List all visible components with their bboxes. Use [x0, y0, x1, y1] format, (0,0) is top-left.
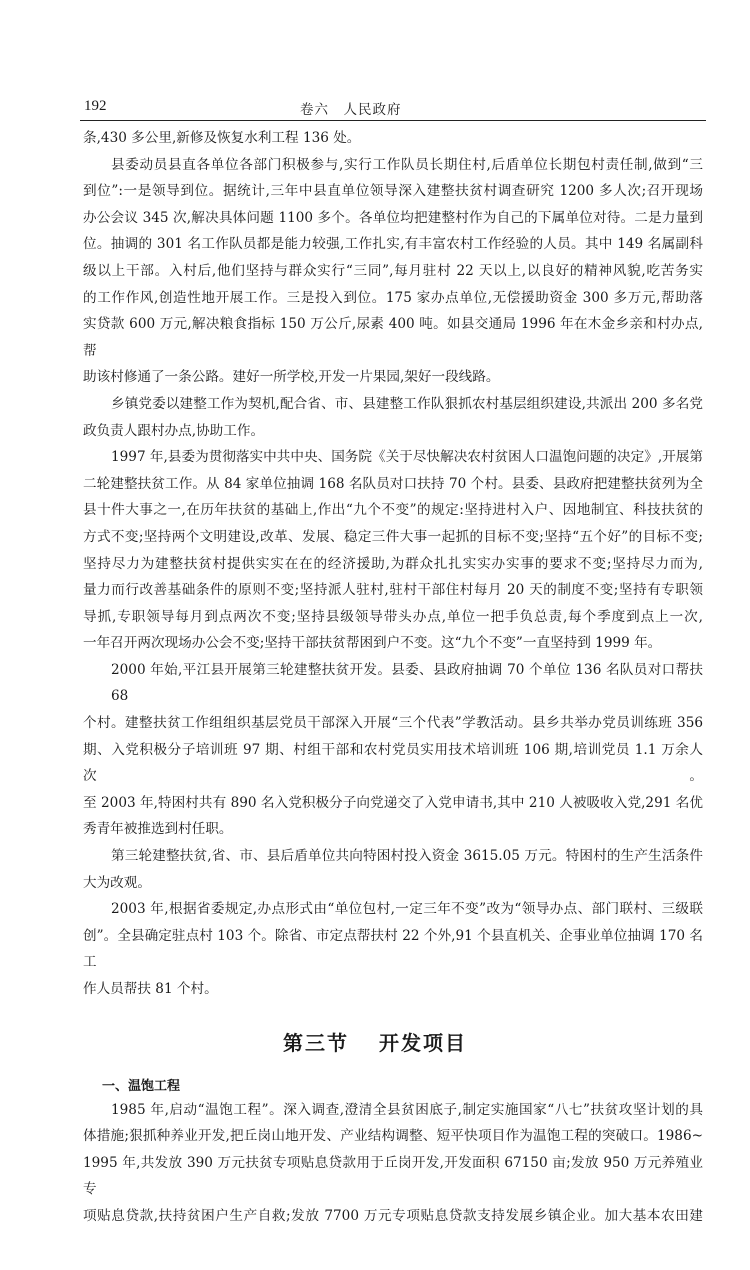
text-line: 条,430 多公里,新修及恢复水利工程 136 处。: [83, 130, 361, 146]
page-number: 192: [84, 98, 107, 114]
body-text-part1: [83, 125, 703, 1003]
text-line: 个村。建整扶贫工作组组织基层党员干部深入开展“三个代表”学教活动。县乡共举办党员训练班 356: [83, 715, 703, 732]
text-line: 位。抽调的 301 名工作队员都是能力较强,工作扎实,有丰富农村工作经验的人员。其中 149 名属副科: [83, 236, 703, 253]
text-line: 实贷款 600 万元,解决粮食指标 150 万公斤,尿素 400 吨。如县交通局 1996 年在木金乡亲和村办点,帮: [83, 316, 703, 359]
running-title: 卷六 人民政府: [300, 102, 402, 118]
text-line: 大为改观。: [83, 874, 151, 891]
text-line: 2003 年,根据省委规定,办点形式由“单位包村,一定三年不变”改为“领导办点、部门联村、三级联: [111, 901, 703, 918]
text-line: 2000 年始,平江县开展第三轮建整扶贫开发。县委、县政府抽调 70 个单位 136 名队员对口帮扶 68: [111, 661, 703, 705]
text-line: 作人员帮扶 81 个村。: [83, 981, 218, 997]
section-name: 开发项目: [379, 1030, 467, 1055]
text-line: 方式不变;坚持两个文明建设,改革、发展、稳定三件大事一起抓的目标不变;坚持“五个好”的目标不变;: [83, 528, 703, 545]
text-line: 到位”:一是领导到位。据统计,三年中县直单位领导深入建整扶贫村调查研究 1200 多人次;召开现场: [83, 183, 703, 200]
text-line: 乡镇党委以建整工作为契机,配合省、市、县建整工作队狠抓农村基层组织建设,共派出 200 多名党: [111, 395, 703, 412]
text-line: 县委动员县直各单位各部门积极参与,实行工作队员长期住村,后盾单位长期包村责任制,做到“三: [111, 156, 703, 173]
text-line: 1995 年,共发放 390 万元扶贫专项贴息贷款用于丘岗开发,开发面积 67150 亩;发放 950 万元养殖业专: [83, 1154, 703, 1198]
text-line: 至 2003 年,特困村共有 890 名入党积极分子向党递交了入党申请书,其中 210 人被吸收入党,291 名优: [83, 794, 703, 811]
subsection-heading: 一、温饱工程: [102, 1078, 181, 1094]
text-line: 级以上干部。入村后,他们坚持与群众实行“三同”,每月驻村 22 天以上,以良好的精神风貌,吃苦务实: [83, 262, 703, 279]
text-line: 体措施;狠抓种养业开发,把丘岗山地开发、产业结构调整、短平快项目作为温饱工程的突破口。1986~: [83, 1128, 703, 1145]
text-line: 项贴息贷款,扶持贫困户生产自救;发放 7700 万元专项贴息贷款支持发展乡镇企业。加大基本农田建: [83, 1207, 703, 1224]
text-line: 一年召开两次现场办公会不变;坚持干部扶贫帮困到户不变。这“九个不变”一直坚持到 1999 年。: [83, 635, 662, 652]
text-line: 期、入党积极分子培训班 97 期、村组干部和农村党员实用技术培训班 106 期,培训党员 1.1 万余人次。: [83, 741, 703, 785]
text-line: 办公会议 345 次,解决具体问题 1100 多个。各单位均把建整村作为自己的下属单位对待。二是力量到: [83, 209, 703, 226]
text-line: 创”。全县确定驻点村 103 个。除省、市定点帮扶村 22 个外,91 个县直机关、企事业单位抽调 170 名工: [83, 927, 703, 971]
text-line: 量力而行改善基础条件的原则不变;坚持派人驻村,驻村干部住村每月 20 天的制度不变;坚持有专职领: [83, 582, 703, 599]
text-line: 秀青年被推选到村任职。: [83, 821, 233, 838]
text-line: 的工作作风,创造性地开展工作。三是投入到位。175 家办点单位,无偿援助资金 300 多万元,帮助落: [83, 289, 703, 306]
section-number: 第三节: [283, 1030, 349, 1055]
text-line: 导抓,专职领导每月到点两次不变;坚持县级领导带头办点,单位一把手负总责,每个季度到点上一次,: [83, 608, 703, 625]
body-text-part2: [83, 1097, 703, 1230]
text-line: 1997 年,县委为贯彻落实中共中央、国务院《关于尽快解决农村贫困人口温饱问题的决定》,开展第: [111, 449, 703, 466]
page-header: [82, 98, 704, 120]
text-line: 第三轮建整扶贫,省、市、县后盾单位共向特困村投入资金 3615.05 万元。特困村的生产生活条件: [111, 848, 703, 865]
header-rule: [80, 120, 706, 121]
text-line: 1985 年,启动“温饱工程”。深入调查,澄清全县贫困底子,制定实施国家“八七”扶贫攻坚计划的具: [111, 1101, 703, 1118]
text-line: 县十件大事之一,在历年扶贫的基础上,作出“九个不变”的规定:坚持进村入户、因地制宜、科技扶贫的: [83, 502, 703, 519]
text-line: 二轮建整扶贫工作。从 84 家单位抽调 168 名队员对口扶持 70 个村。县委、县政府把建整扶贫列为全: [83, 475, 703, 492]
section-title: [0, 1029, 750, 1057]
text-line: 政负责人跟村办点,协助工作。: [83, 422, 265, 439]
text-line: 坚持尽力为建整扶贫村提供实实在在的经济援助,为群众扎扎实实办实事的要求不变;坚持尽力而为,: [83, 555, 703, 572]
text-line: 助该村修通了一条公路。建好一所学校,开发一片果园,架好一段线路。: [83, 369, 500, 386]
